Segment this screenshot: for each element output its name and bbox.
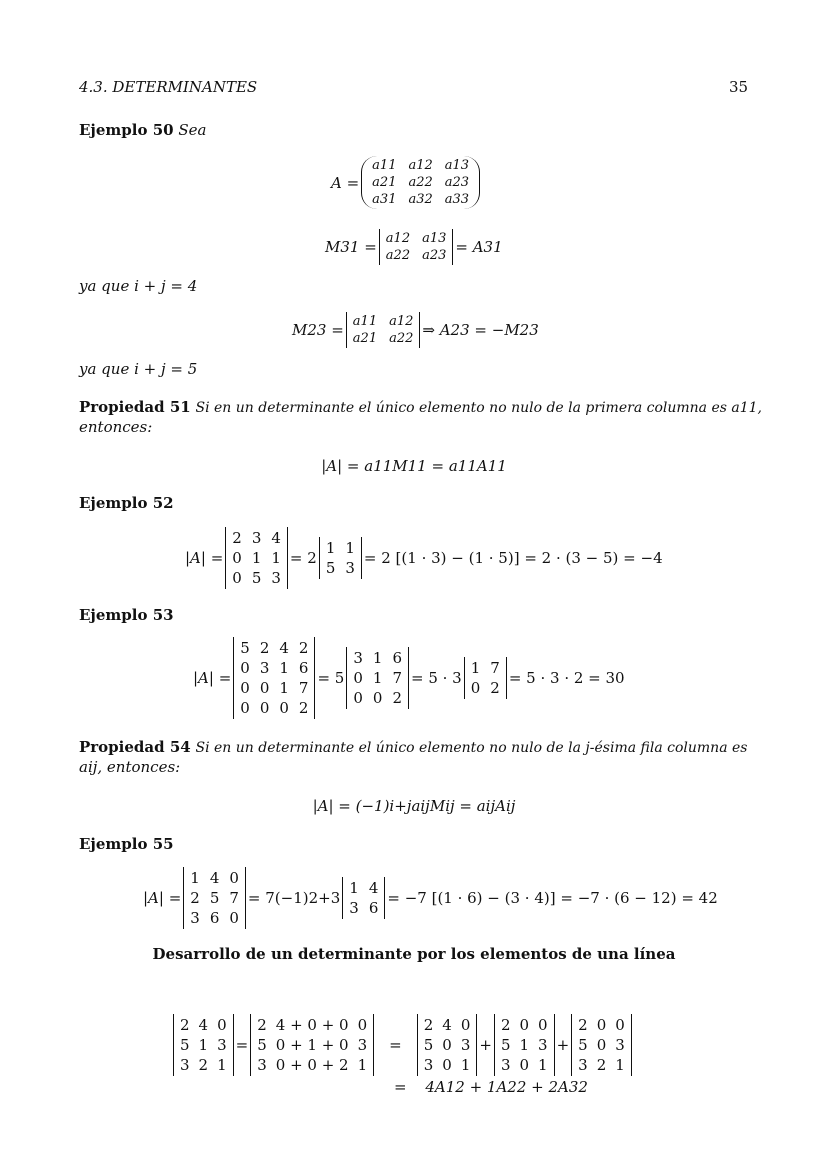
ex55-mid: = 7(−1)2+3 — [247, 889, 341, 907]
matrix-entry: 4 — [368, 879, 379, 897]
matrix-entry: a12 — [385, 231, 411, 246]
matrix-entry: a33 — [444, 192, 470, 207]
matrix-entry: 1 — [279, 679, 289, 697]
matrix-entry: 1 — [198, 1036, 209, 1054]
ex53-label: Ejemplo 53 — [79, 606, 174, 624]
matrix-entry: 4 — [209, 869, 220, 887]
prop51-label: Propiedad 51 — [79, 398, 191, 416]
matrix-entry: 0 — [596, 1036, 607, 1054]
matrix-entry: 6 — [298, 659, 309, 677]
matrix-entry: 3 — [538, 1036, 548, 1054]
ex50-M23-equation — [291, 312, 540, 348]
prop54-label: Propiedad 54 — [79, 738, 191, 756]
matrix-entry: 1 — [460, 1056, 471, 1074]
expansion-determinant-3 — [417, 1014, 478, 1076]
matrix-entry: 2 — [180, 1016, 190, 1034]
ex55-equation — [142, 867, 719, 929]
matrix-entry: 3 — [217, 1036, 227, 1054]
matrix-entry: 5 — [500, 1036, 511, 1054]
matrix-entry: a13 — [444, 158, 470, 173]
matrix-entry: 5 — [209, 889, 220, 907]
ex55-determinant-2x2 — [342, 877, 385, 919]
prop54-line1 — [79, 738, 747, 756]
ex50-M31-equation — [324, 229, 504, 265]
matrix-entry: 0 — [372, 689, 383, 707]
matrix-entry: a21 — [372, 175, 397, 190]
matrix-entry: 0 — [519, 1016, 530, 1034]
ex50-note1: ya que i + j = 4 — [79, 277, 198, 295]
ex50-label: Ejemplo 50 — [79, 121, 174, 139]
matrix-entry: 2 — [500, 1016, 511, 1034]
matrix-entry: 0 — [442, 1056, 452, 1074]
matrix-entry: 3 — [271, 569, 281, 587]
ex53-determinant-4x4 — [233, 637, 315, 719]
matrix-entry: 5 — [257, 1036, 267, 1054]
matrix-entry: 1 — [538, 1056, 548, 1074]
ex53-determinant-2x2 — [464, 657, 507, 699]
matrix-entry: 2 — [298, 699, 309, 717]
matrix-A — [361, 156, 480, 209]
matrix-entry: 2 — [578, 1016, 588, 1034]
ex50-A-equation — [330, 156, 481, 209]
matrix-entry: a22 — [385, 248, 411, 263]
section-header: 4.3. DETERMINANTES — [79, 78, 258, 96]
matrix-entry: 2 — [259, 639, 270, 657]
matrix-entry: 5 — [240, 639, 250, 657]
matrix-entry: 3 — [257, 1056, 267, 1074]
matrix-entry: 0 — [357, 1016, 368, 1034]
ex52-equation — [184, 527, 664, 589]
matrix-entry: 3 — [615, 1036, 625, 1054]
matrix-entry: 2 — [257, 1016, 267, 1034]
ex50-intro: Sea — [178, 121, 207, 139]
matrix-entry: 5 — [180, 1036, 190, 1054]
matrix-entry: 5 — [251, 569, 262, 587]
matrix-entry: 1 — [372, 649, 383, 667]
matrix-entry: 1 — [251, 549, 262, 567]
matrix-entry: 0 — [538, 1016, 548, 1034]
prop51-formula: |A| = a11M11 = a11A11 — [321, 457, 507, 475]
ex53-mid1: = 5 — [317, 669, 345, 687]
matrix-entry: 1 — [345, 539, 355, 557]
matrix-entry: 1 — [271, 549, 281, 567]
ex52-mid: = 2 — [289, 549, 317, 567]
matrix-entry: 0 — [470, 679, 481, 697]
matrix-entry: 6 — [368, 899, 379, 917]
matrix-entry: 3 — [190, 909, 200, 927]
matrix-entry: 1 — [372, 669, 383, 687]
matrix-entry: 4 — [442, 1016, 452, 1034]
matrix-entry: 3 — [357, 1036, 368, 1054]
matrix-entry: 6 — [209, 909, 220, 927]
matrix-entry: 3 — [345, 559, 355, 577]
matrix-entry: 3 — [251, 529, 262, 547]
expansion-plus2: + — [556, 1036, 570, 1054]
prop54-formula: |A| = (−1)i+jaijMij = aijAij — [312, 797, 516, 815]
ex50-M31-rhs: = A31 — [455, 238, 503, 256]
matrix-entry: a12 — [408, 158, 433, 173]
ex50-A-lhs: A = — [331, 173, 360, 192]
matrix-entry: 0 — [596, 1016, 607, 1034]
matrix-entry: a11 — [352, 314, 378, 329]
matrix-entry: 0 — [442, 1036, 452, 1054]
matrix-entry: 1 — [325, 539, 336, 557]
expansion-result: 4A12 + 1A22 + 2A32 — [425, 1078, 588, 1096]
ex53-determinant-3x3 — [346, 647, 409, 709]
matrix-entry: 0 — [217, 1016, 227, 1034]
expansion-eq3: = — [394, 1078, 407, 1096]
ex50-M31-lhs: M31 = — [325, 238, 377, 256]
determinant-M23 — [346, 312, 421, 348]
matrix-entry: 3 — [578, 1056, 588, 1074]
matrix-entry: a11 — [372, 158, 397, 173]
ex55-rhs: = −7 [(1 · 6) − (3 · 4)] = −7 · (6 − 12) = 42 — [387, 889, 718, 907]
expansion-eq1: = — [235, 1036, 249, 1054]
ex52-determinant-2x2 — [319, 537, 362, 579]
ex55-lhs: |A| = — [143, 889, 182, 907]
matrix-entry: 1 — [217, 1056, 227, 1074]
matrix-entry: 5 — [423, 1036, 434, 1054]
matrix-entry: 4 — [198, 1016, 209, 1034]
matrix-entry: 7 — [229, 889, 239, 907]
ex53-rhs: = 5 · 3 · 2 = 30 — [508, 669, 625, 687]
ex50-M23-lhs: M23 = — [292, 321, 344, 339]
matrix-entry: 7 — [392, 669, 402, 687]
expansion-determinant-5 — [571, 1014, 632, 1076]
matrix-entry: 1 — [279, 659, 289, 677]
matrix-entry: 0 — [240, 699, 250, 717]
matrix-entry: a22 — [408, 175, 433, 190]
matrix-entry: 0 — [279, 699, 289, 717]
ex53-mid2: = 5 · 3 — [411, 669, 462, 687]
expansion-result-line — [394, 1078, 588, 1096]
matrix-entry: a12 — [389, 314, 414, 329]
matrix-entry: 3 — [180, 1056, 190, 1074]
matrix-entry: 1 — [190, 869, 200, 887]
matrix-entry: 3 — [353, 649, 363, 667]
matrix-entry: 1 — [349, 879, 359, 897]
matrix-entry: 1 — [615, 1056, 625, 1074]
expansion-equation — [172, 1014, 633, 1076]
matrix-entry: 4 — [279, 639, 289, 657]
matrix-entry: 0 — [240, 659, 250, 677]
prop54-text-b: aij, entonces: — [79, 758, 181, 776]
matrix-entry: 3 — [423, 1056, 434, 1074]
matrix-entry: 5 — [325, 559, 336, 577]
matrix-entry: a22 — [389, 331, 414, 346]
matrix-entry: 2 — [190, 889, 200, 907]
ex52-determinant-3x3 — [225, 527, 288, 589]
expansion-eq2: = — [389, 1036, 402, 1054]
matrix-entry: 2 — [423, 1016, 434, 1034]
matrix-entry: 2 — [392, 689, 402, 707]
matrix-entry: 2 — [298, 639, 309, 657]
matrix-entry: 3 — [349, 899, 359, 917]
ex50-M23-rhs: ⇒ A23 = −M23 — [422, 321, 539, 339]
matrix-entry: 0 — [259, 679, 270, 697]
ex55-label: Ejemplo 55 — [79, 835, 174, 853]
expansion-determinant-1 — [173, 1014, 234, 1076]
matrix-entry: a21 — [352, 331, 378, 346]
determinant-M31 — [379, 229, 454, 265]
matrix-entry: 1 — [519, 1036, 530, 1054]
matrix-entry: 2 — [232, 529, 242, 547]
matrix-entry: 0 + 0 + 2 — [275, 1056, 349, 1074]
ex53-equation — [192, 637, 626, 719]
matrix-entry: a13 — [422, 231, 447, 246]
matrix-entry: 5 — [578, 1036, 588, 1054]
expansion-determinant-2 — [250, 1014, 374, 1076]
matrix-entry: 0 + 1 + 0 — [275, 1036, 349, 1054]
expansion-title: Desarrollo de un determinante por los elementos de una línea — [152, 945, 676, 963]
matrix-entry: 0 — [519, 1056, 530, 1074]
matrix-entry: 0 — [229, 909, 239, 927]
matrix-entry: 2 — [490, 679, 500, 697]
prop54-text-a: Si en un determinante el único elemento no nulo de la j-ésima fila columna es — [195, 740, 748, 756]
expansion-determinant-4 — [494, 1014, 555, 1076]
matrix-entry: 0 — [615, 1016, 625, 1034]
matrix-entry: 3 — [500, 1056, 511, 1074]
matrix-entry: 3 — [460, 1036, 471, 1054]
matrix-entry: 0 — [240, 679, 250, 697]
matrix-entry: 4 — [271, 529, 281, 547]
ex55-determinant-3x3 — [183, 867, 246, 929]
prop51-text-b: entonces: — [79, 418, 153, 436]
matrix-entry: 2 — [198, 1056, 209, 1074]
page-number: 35 — [729, 78, 749, 96]
matrix-entry: 3 — [259, 659, 270, 677]
ex52-rhs: = 2 [(1 · 3) − (1 · 5)] = 2 · (3 − 5) = −4 — [363, 549, 663, 567]
expansion-plus1: + — [479, 1036, 492, 1054]
matrix-entry: 0 — [232, 549, 242, 567]
matrix-entry: 1 — [470, 659, 481, 677]
matrix-entry: 2 — [596, 1056, 607, 1074]
matrix-entry: 0 — [232, 569, 242, 587]
matrix-entry: 6 — [392, 649, 402, 667]
matrix-entry: 0 — [259, 699, 270, 717]
matrix-entry: 4 + 0 + 0 — [275, 1016, 349, 1034]
matrix-entry: a31 — [372, 192, 397, 207]
matrix-entry: 0 — [353, 689, 363, 707]
ex50-note2: ya que i + j = 5 — [79, 360, 198, 378]
matrix-entry: a23 — [444, 175, 470, 190]
matrix-entry: 0 — [460, 1016, 471, 1034]
matrix-entry: 1 — [357, 1056, 368, 1074]
ex52-lhs: |A| = — [185, 549, 224, 567]
matrix-entry: 0 — [229, 869, 239, 887]
ex53-lhs: |A| = — [193, 669, 232, 687]
matrix-entry: 7 — [298, 679, 309, 697]
prop51-text-a: Si en un determinante el único elemento no nulo de la primera columna es a11, — [195, 400, 762, 416]
ex50-heading — [79, 121, 206, 139]
matrix-entry: a32 — [408, 192, 433, 207]
ex52-label: Ejemplo 52 — [79, 494, 174, 512]
matrix-entry: a23 — [422, 248, 447, 263]
prop51-line1 — [79, 398, 762, 416]
matrix-entry: 0 — [353, 669, 363, 687]
matrix-entry: 7 — [490, 659, 500, 677]
